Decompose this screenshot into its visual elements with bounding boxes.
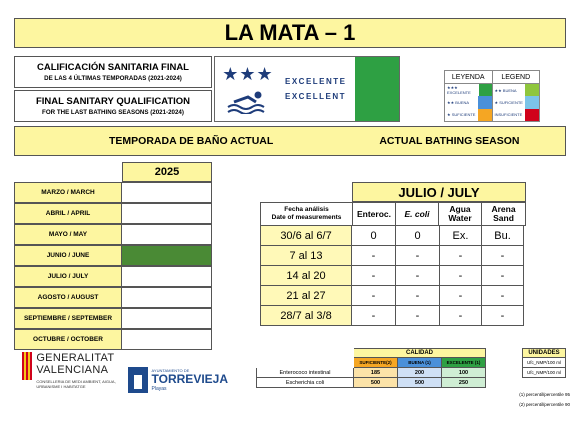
- legend-entry: ★★ BUENA: [445, 96, 492, 108]
- season-en: ACTUAL BATHING SEASON: [379, 135, 520, 147]
- generalitat-logo: GENERALITAT VALENCIANA CONSELLERIA DE MEDI AMBIENT, AIGUA, URBANISME I HABITATGE: [22, 352, 132, 408]
- legend-entry: INSUFICIENTE: [493, 109, 540, 121]
- grade-es: EXCELENTE: [285, 77, 347, 86]
- col-enteroc: Enteroc.: [352, 202, 396, 226]
- quality-header: CALIDAD: [354, 348, 486, 358]
- qualification-en-title: FINAL SANITARY QUALIFICATION: [35, 96, 191, 107]
- table-row: Escherichia coli 500 500 250: [256, 378, 518, 388]
- month-row: MAYO / MAY: [14, 224, 212, 245]
- quality-table: [256, 348, 518, 388]
- qualification-en-sub: FOR THE LAST BATHING SEASONS (2021-2024): [42, 109, 184, 116]
- unit-cell: Ufc_NMP/100 ml: [522, 358, 566, 368]
- july-header: JULIO / JULY: [352, 182, 526, 202]
- units-header: UNIDADES: [522, 348, 566, 358]
- month-row: MARZO / MARCH: [14, 182, 212, 203]
- torrevieja-logo: AYUNTAMIENTO DE TORREVIEJA Playas: [128, 362, 228, 398]
- col-excelente: EXCELENTE (1): [442, 358, 486, 368]
- legend-entry: ★★ BUENA: [493, 84, 540, 96]
- stars-icon: ★★★: [222, 63, 274, 84]
- legend-entry: ★★★ EXCELENTE: [445, 84, 492, 96]
- footnote-1: (1) percentil/percentile 95: [519, 392, 570, 397]
- col-ecoli: E. coli: [395, 202, 439, 226]
- month-row: AGOSTO / AUGUST: [14, 287, 212, 308]
- col-water: Agua Water: [438, 202, 482, 226]
- page-title: LA MATA – 1: [14, 18, 566, 48]
- month-row: OCTUBRE / OCTOBER: [14, 329, 212, 350]
- year-header: 2025: [122, 162, 212, 182]
- legend-entry: ★ SUFICIENTE: [493, 96, 540, 108]
- table-row: 21 al 27 - - - -: [260, 286, 526, 306]
- table-row: 28/7 al 3/8 - - - -: [260, 306, 526, 326]
- legend-title-en: LEGEND: [492, 71, 540, 83]
- qualification-es-title: CALIFICACIÓN SANITARIA FINAL: [37, 62, 189, 73]
- table-row: 14 al 20 - - - -: [260, 266, 526, 286]
- col-suficiente: SUFICIENTE(2): [354, 358, 398, 368]
- legend-box: [444, 70, 540, 122]
- tower-icon: [128, 367, 148, 393]
- grade-color-bar: [355, 57, 399, 121]
- season-banner: [14, 126, 566, 156]
- grade-en: EXCELLENT: [285, 92, 347, 101]
- qualification-en: [14, 90, 212, 122]
- month-row: ABRIL / APRIL: [14, 203, 212, 224]
- month-row: SEPTIEMBRE / SEPTEMBER: [14, 308, 212, 329]
- legend-title-es: LEYENDA: [451, 73, 485, 81]
- active-month-cell: [122, 245, 212, 266]
- qualification-es-sub: DE LAS 4 ÚLTIMAS TEMPORADAS (2021-2024): [44, 75, 182, 82]
- table-row: 7 al 13 - - - -: [260, 246, 526, 266]
- col-sand: Arena Sand: [481, 202, 526, 226]
- legend-entry: ★ SUFICIENTE: [445, 109, 492, 121]
- col-date: Fecha análisis Date of measurements: [260, 202, 352, 226]
- qualification-badge: [214, 56, 400, 122]
- month-row: JUNIO / JUNE: [14, 245, 212, 266]
- month-row: JULIO / JULY: [14, 266, 212, 287]
- table-row: 30/6 al 6/7 0 0 Ex. Bu.: [260, 226, 526, 246]
- swimmer-icon: [226, 90, 270, 114]
- footnote-2: (2) percentil/percentile 90: [519, 402, 570, 407]
- coat-of-arms-icon: [22, 352, 32, 380]
- table-row: Enterococo intestinal 185 200 100: [256, 368, 518, 378]
- col-buena: BUENA (1): [398, 358, 442, 368]
- qualification-es: [14, 56, 212, 88]
- season-es: TEMPORADA DE BAÑO ACTUAL: [109, 135, 274, 147]
- unit-cell: Ufc_NMP/100 ml: [522, 368, 566, 378]
